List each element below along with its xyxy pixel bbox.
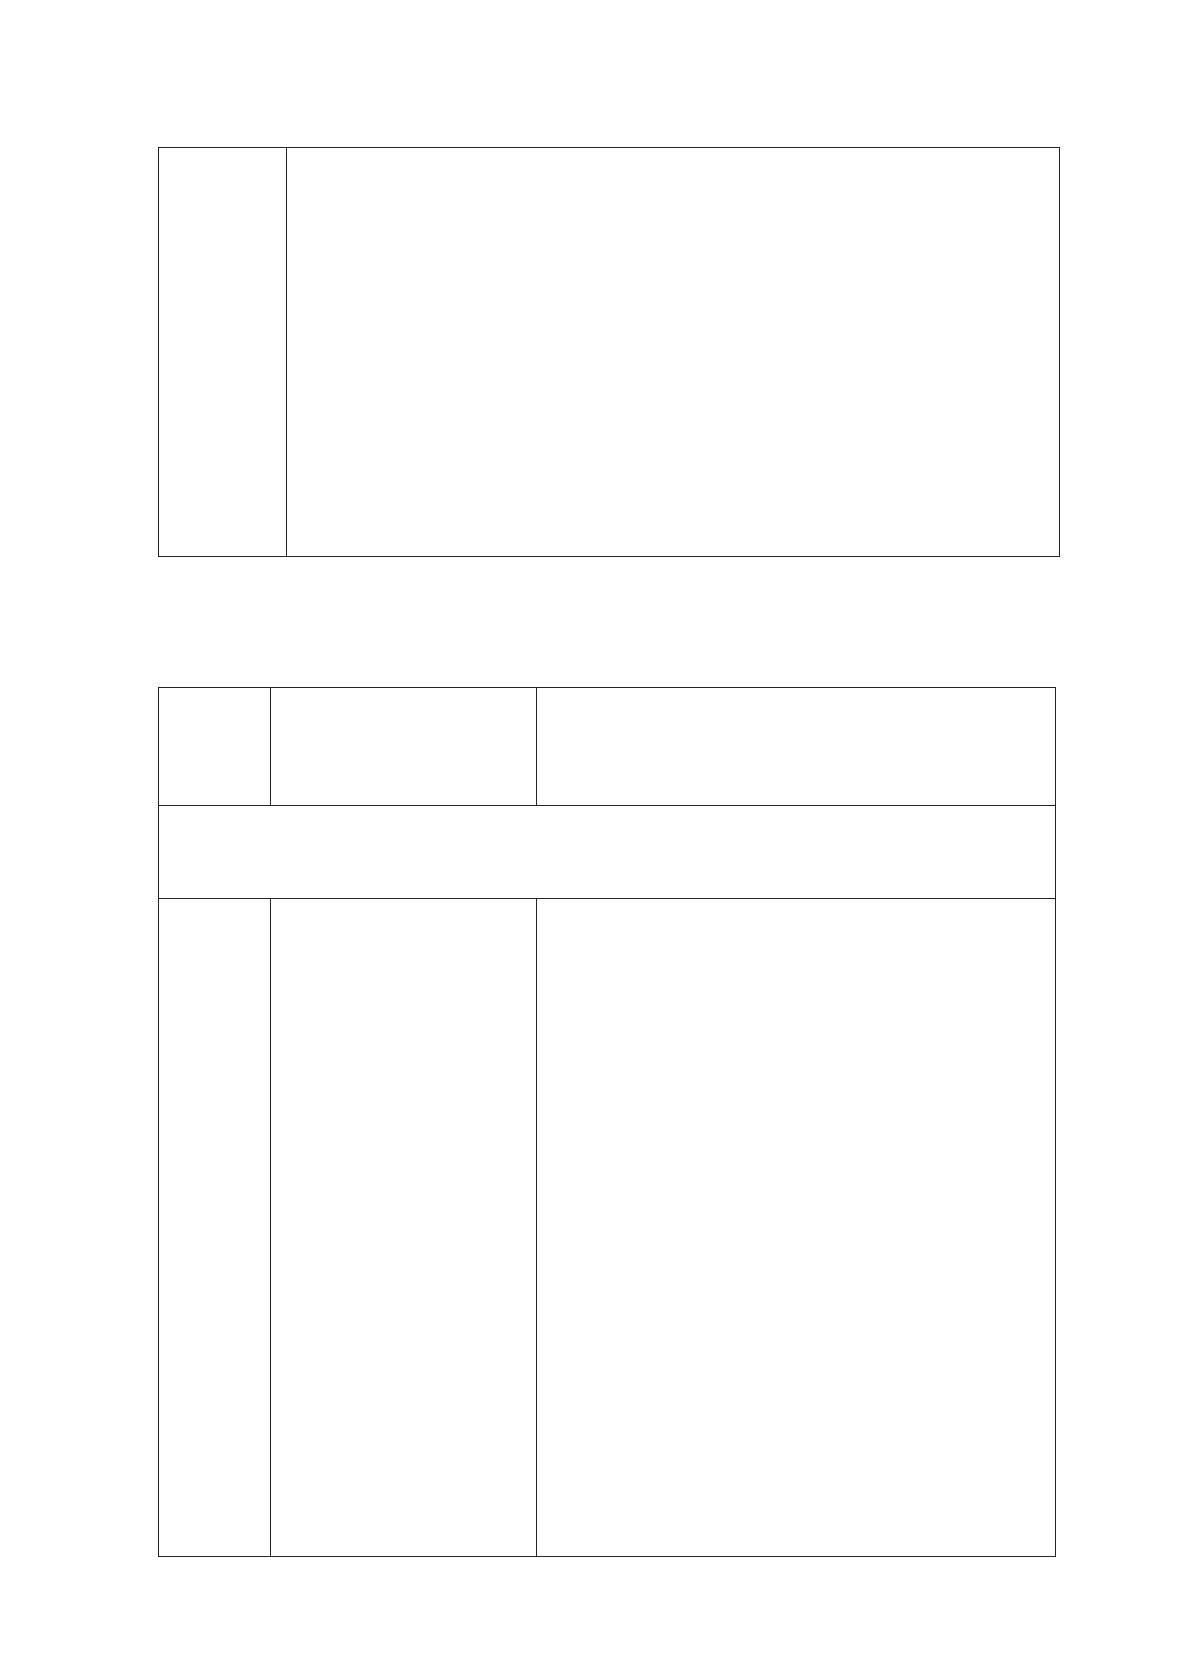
- table-column-divider: [270, 898, 271, 1556]
- table-column-divider: [536, 688, 537, 805]
- table-rule: [159, 805, 1055, 806]
- table-column-divider: [536, 898, 537, 1556]
- table-column-divider: [270, 688, 271, 805]
- continuation-table: [158, 147, 1060, 557]
- applicant-attributes-table: [158, 687, 1056, 1557]
- table-rule: [159, 898, 1055, 899]
- table-column-divider: [286, 148, 287, 556]
